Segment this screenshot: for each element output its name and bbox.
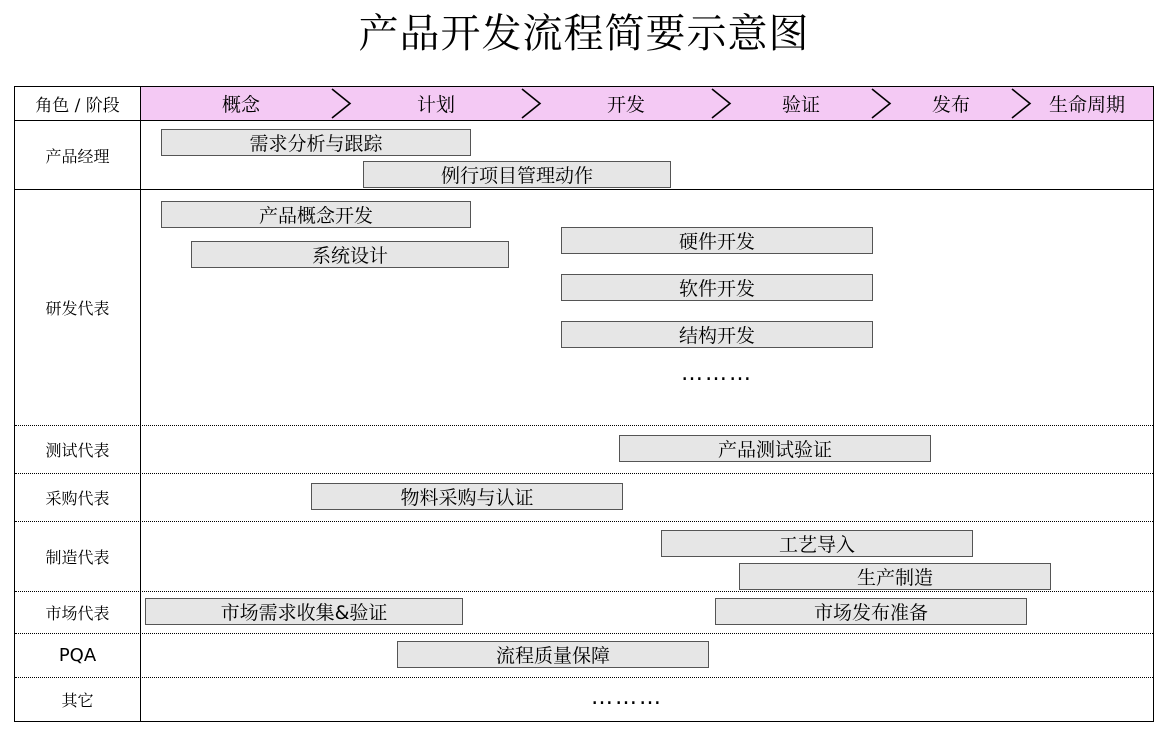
lane-body [141,633,1153,677]
task-label: 硬件开发 [678,231,755,253]
task-label: 软件开发 [678,278,755,300]
task-label: 产品概念开发 [258,205,373,227]
task-box[interactable] [739,563,1051,590]
task-box[interactable] [161,129,471,156]
lane-label-2: 研发代表 [15,189,141,425]
lane-row [15,189,1153,425]
task-box[interactable] [619,435,931,462]
lane-label-5: 制造代表 [15,521,141,591]
lane-label-4: 采购代表 [15,473,141,521]
task-box[interactable] [145,598,463,625]
task-label: 市场需求收集&验证 [220,602,388,624]
phase-header-1[interactable] [141,87,341,120]
phase-band [141,87,1153,121]
task-label: 生产制造 [856,567,933,589]
lane-body [141,121,1153,189]
lane-label-8: 其它 [15,677,141,721]
lane-row [15,425,1153,473]
phase-header-4[interactable] [721,87,881,120]
task-label: 结构开发 [678,325,755,347]
task-box[interactable] [397,641,709,668]
lane-label-1: 产品经理 [15,121,141,189]
task-box[interactable] [561,321,873,348]
task-label: 产品测试验证 [717,439,832,461]
task-box[interactable] [311,483,623,510]
lane-body [141,677,1153,721]
lane-row [15,473,1153,521]
task-box[interactable] [715,598,1027,625]
lane-label-7: PQA [15,633,141,677]
task-label: 需求分析与跟踪 [249,133,383,155]
lane-label-6: 市场代表 [15,591,141,633]
lane-label-3: 测试代表 [15,425,141,473]
task-label: 系统设计 [311,245,388,267]
task-label: 例行项目管理动作 [440,165,593,187]
lane-body [141,521,1153,591]
lane-body [141,473,1153,521]
phase-label: 发布 [931,94,970,116]
task-label: 物料采购与认证 [400,487,534,509]
lane-body [141,189,1153,425]
phase-label: 生命周期 [1048,94,1125,116]
lane-row [15,633,1153,677]
phase-header-5[interactable] [881,87,1021,120]
task-box[interactable] [661,530,973,557]
page-title: 产品开发流程简要示意图 [358,11,810,57]
phase-label: 概念 [221,94,260,116]
task-box[interactable] [561,227,873,254]
task-box[interactable] [191,241,509,268]
role-column-header: 角色 / 阶段 [15,87,141,121]
lane-row [15,121,1153,189]
phase-label: 计划 [416,94,455,116]
task-label: 市场发布准备 [813,602,928,624]
lane-row [15,677,1153,721]
ellipsis-marker: ……… [591,685,663,710]
phase-header-6[interactable] [1021,87,1153,120]
phase-header-row [15,87,1153,121]
task-label: 工艺导入 [778,534,855,556]
phase-header-2[interactable] [341,87,531,120]
phase-header-3[interactable] [531,87,721,120]
lane-row [15,521,1153,591]
lane-body [141,591,1153,633]
ellipsis-marker: ……… [681,361,753,386]
phase-label: 验证 [781,94,820,116]
task-box[interactable] [363,161,671,188]
swimlane-diagram [14,86,1154,722]
task-label: 流程质量保障 [495,645,610,667]
lane-row [15,591,1153,633]
phase-label: 开发 [606,94,645,116]
task-box[interactable] [561,274,873,301]
lane-body [141,425,1153,473]
task-box[interactable] [161,201,471,228]
